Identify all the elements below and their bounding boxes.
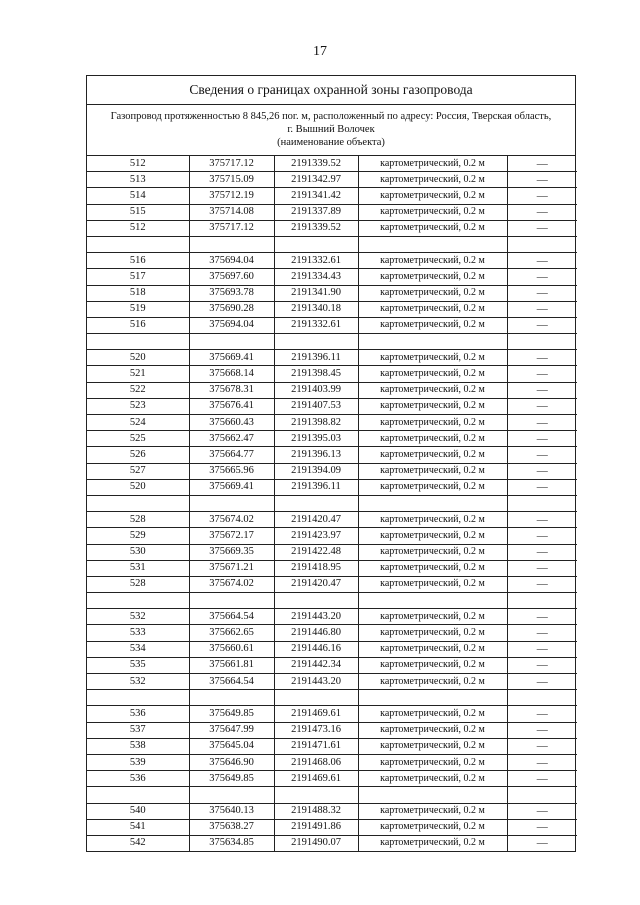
cell-coordinate-y: 2191396.11 (274, 350, 358, 366)
cell-description: — (507, 544, 577, 560)
cell-method-accuracy: картометрический, 0.2 м (358, 253, 507, 269)
cell-description: — (507, 382, 577, 398)
cell-point-number: 516 (87, 253, 189, 269)
cell-point-number: 531 (87, 560, 189, 576)
cell-method-accuracy: картометрический, 0.2 м (358, 657, 507, 673)
table-separator-row (87, 334, 577, 350)
cell-point-number: 512 (87, 220, 189, 236)
cell-point-number: 534 (87, 641, 189, 657)
cell-coordinate-y: 2191341.90 (274, 285, 358, 301)
cell-description: — (507, 317, 577, 333)
cell-coordinate-y: 2191491.86 (274, 819, 358, 835)
cell-method-accuracy (358, 593, 507, 609)
table-separator-row (87, 236, 577, 252)
cell-coordinate-y: 2191442.34 (274, 657, 358, 673)
cell-coordinate-x: 375676.41 (189, 398, 274, 414)
cell-point-number: 536 (87, 771, 189, 787)
cell-coordinate-x: 375669.41 (189, 350, 274, 366)
cell-coordinate-y: 2191337.89 (274, 204, 358, 220)
table-row (87, 641, 577, 657)
cell-description: — (507, 415, 577, 431)
cell-coordinate-x: 375664.77 (189, 447, 274, 463)
cell-method-accuracy: картометрический, 0.2 м (358, 576, 507, 592)
cell-method-accuracy: картометрический, 0.2 м (358, 188, 507, 204)
cell-coordinate-x: 375714.08 (189, 204, 274, 220)
cell-point-number: 532 (87, 674, 189, 690)
cell-point-number: 535 (87, 657, 189, 673)
cell-coordinate-y: 2191471.61 (274, 738, 358, 754)
cell-point-number: 522 (87, 382, 189, 398)
cell-point-number: 542 (87, 835, 189, 851)
cell-description: — (507, 156, 577, 172)
cell-coordinate-y: 2191446.80 (274, 625, 358, 641)
cell-coordinate-x: 375717.12 (189, 220, 274, 236)
cell-point-number: 514 (87, 188, 189, 204)
object-description-line: Газопровод протяженностью 8 845,26 пог. м, расположенный по адресу: Россия, Тверская область, (110, 111, 552, 122)
cell-description: — (507, 188, 577, 204)
cell-point-number: 520 (87, 350, 189, 366)
cell-coordinate-x: 375661.81 (189, 657, 274, 673)
cell-point-number: 518 (87, 285, 189, 301)
cell-coordinate-x: 375690.28 (189, 301, 274, 317)
cell-coordinate-y: 2191422.48 (274, 544, 358, 560)
cell-coordinate-y: 2191398.45 (274, 366, 358, 382)
cell-point-number: 528 (87, 512, 189, 528)
cell-method-accuracy: картометрический, 0.2 м (358, 706, 507, 722)
cell-coordinate-y: 2191339.52 (274, 156, 358, 172)
cell-method-accuracy: картометрический, 0.2 м (358, 722, 507, 738)
cell-coordinate-x: 375662.65 (189, 625, 274, 641)
cell-coordinate-x: 375669.35 (189, 544, 274, 560)
cell-method-accuracy: картометрический, 0.2 м (358, 560, 507, 576)
cell-coordinate-x (189, 334, 274, 350)
cell-point-number (87, 334, 189, 350)
cell-coordinate-y: 2191332.61 (274, 253, 358, 269)
cell-description: — (507, 285, 577, 301)
cell-point-number: 539 (87, 754, 189, 770)
cell-point-number: 528 (87, 576, 189, 592)
cell-coordinate-x: 375694.04 (189, 317, 274, 333)
cell-description: — (507, 366, 577, 382)
cell-coordinate-x (189, 690, 274, 706)
cell-point-number (87, 593, 189, 609)
table-row (87, 463, 577, 479)
cell-coordinate-y: 2191395.03 (274, 431, 358, 447)
cell-coordinate-x: 375715.09 (189, 172, 274, 188)
cell-method-accuracy: картометрический, 0.2 м (358, 269, 507, 285)
cell-coordinate-y: 2191488.32 (274, 803, 358, 819)
cell-coordinate-x: 375672.17 (189, 528, 274, 544)
cell-method-accuracy: картометрический, 0.2 м (358, 641, 507, 657)
cell-point-number: 537 (87, 722, 189, 738)
cell-point-number: 532 (87, 609, 189, 625)
cell-method-accuracy: картометрический, 0.2 м (358, 738, 507, 754)
cell-description (507, 593, 577, 609)
page-number: 17 (313, 44, 327, 59)
cell-method-accuracy: картометрический, 0.2 м (358, 156, 507, 172)
cell-description: — (507, 738, 577, 754)
table-row (87, 819, 577, 835)
cell-coordinate-x: 375649.85 (189, 706, 274, 722)
cell-coordinate-y: 2191396.11 (274, 479, 358, 495)
cell-coordinate-x: 375668.14 (189, 366, 274, 382)
table-separator-row (87, 690, 577, 706)
cell-description: — (507, 269, 577, 285)
cell-coordinate-y: 2191420.47 (274, 512, 358, 528)
cell-coordinate-x: 375640.13 (189, 803, 274, 819)
cell-coordinate-x: 375660.61 (189, 641, 274, 657)
cell-point-number: 536 (87, 706, 189, 722)
table-separator-row (87, 495, 577, 511)
cell-method-accuracy: картометрический, 0.2 м (358, 317, 507, 333)
cell-description: — (507, 803, 577, 819)
cell-description: — (507, 560, 577, 576)
cell-coordinate-x: 375712.19 (189, 188, 274, 204)
cell-coordinate-y: 2191341.42 (274, 188, 358, 204)
cell-coordinate-y: 2191443.20 (274, 674, 358, 690)
cell-point-number (87, 495, 189, 511)
cell-point-number (87, 236, 189, 252)
table-row (87, 609, 577, 625)
cell-description: — (507, 479, 577, 495)
cell-description: — (507, 528, 577, 544)
cell-coordinate-x (189, 236, 274, 252)
cell-method-accuracy (358, 495, 507, 511)
table-row (87, 528, 577, 544)
table-row (87, 431, 577, 447)
cell-description: — (507, 301, 577, 317)
cell-description: — (507, 253, 577, 269)
table-row (87, 366, 577, 382)
table-row (87, 512, 577, 528)
cell-method-accuracy: картометрический, 0.2 м (358, 625, 507, 641)
table-row (87, 220, 577, 236)
cell-method-accuracy: картометрический, 0.2 м (358, 835, 507, 851)
cell-point-number: 516 (87, 317, 189, 333)
cell-coordinate-x: 375645.04 (189, 738, 274, 754)
cell-description (507, 690, 577, 706)
table-row (87, 576, 577, 592)
cell-point-number: 515 (87, 204, 189, 220)
table-row (87, 738, 577, 754)
cell-description: — (507, 706, 577, 722)
cell-coordinate-y (274, 334, 358, 350)
cell-coordinate-x: 375674.02 (189, 512, 274, 528)
cell-description: — (507, 220, 577, 236)
cell-description: — (507, 431, 577, 447)
table-row (87, 803, 577, 819)
cell-method-accuracy (358, 690, 507, 706)
cell-coordinate-y: 2191490.07 (274, 835, 358, 851)
cell-description (507, 787, 577, 803)
table-row (87, 350, 577, 366)
cell-description: — (507, 657, 577, 673)
cell-coordinate-y: 2191342.97 (274, 172, 358, 188)
cell-method-accuracy: картометрический, 0.2 м (358, 366, 507, 382)
cell-coordinate-y (274, 787, 358, 803)
cell-method-accuracy: картометрический, 0.2 м (358, 819, 507, 835)
document-title: Сведения о границах охранной зоны газопровода (87, 76, 575, 105)
cell-point-number: 524 (87, 415, 189, 431)
table-row (87, 657, 577, 673)
cell-coordinate-y: 2191334.43 (274, 269, 358, 285)
table-row (87, 722, 577, 738)
cell-description: — (507, 172, 577, 188)
cell-description: — (507, 512, 577, 528)
cell-coordinate-y (274, 690, 358, 706)
cell-point-number: 513 (87, 172, 189, 188)
cell-point-number: 523 (87, 398, 189, 414)
table-row (87, 625, 577, 641)
cell-coordinate-x: 375669.41 (189, 479, 274, 495)
cell-coordinate-x: 375694.04 (189, 253, 274, 269)
table-row (87, 382, 577, 398)
cell-coordinate-y: 2191332.61 (274, 317, 358, 333)
cell-coordinate-x (189, 593, 274, 609)
table-row (87, 544, 577, 560)
object-name-caption: (наименование объекта) (277, 137, 385, 148)
cell-description: — (507, 447, 577, 463)
cell-coordinate-x: 375660.43 (189, 415, 274, 431)
table-row (87, 560, 577, 576)
cell-description: — (507, 463, 577, 479)
cell-method-accuracy: картометрический, 0.2 м (358, 674, 507, 690)
cell-description: — (507, 674, 577, 690)
cell-method-accuracy: картометрический, 0.2 м (358, 220, 507, 236)
cell-method-accuracy: картометрический, 0.2 м (358, 544, 507, 560)
cell-coordinate-y (274, 495, 358, 511)
cell-method-accuracy (358, 236, 507, 252)
object-description (87, 105, 575, 156)
table-row (87, 835, 577, 851)
cell-point-number: 530 (87, 544, 189, 560)
cell-description: — (507, 204, 577, 220)
table-row (87, 301, 577, 317)
cell-coordinate-y: 2191423.97 (274, 528, 358, 544)
cell-coordinate-y: 2191407.53 (274, 398, 358, 414)
cell-coordinate-x (189, 495, 274, 511)
cell-coordinate-y: 2191443.20 (274, 609, 358, 625)
cell-method-accuracy: картометрический, 0.2 м (358, 398, 507, 414)
cell-point-number: 527 (87, 463, 189, 479)
cell-coordinate-x: 375649.85 (189, 771, 274, 787)
coordinates-table (87, 156, 577, 851)
table-row (87, 398, 577, 414)
cell-description: — (507, 576, 577, 592)
cell-method-accuracy: картометрический, 0.2 м (358, 431, 507, 447)
cell-coordinate-y: 2191418.95 (274, 560, 358, 576)
table-row (87, 771, 577, 787)
cell-method-accuracy: картометрический, 0.2 м (358, 301, 507, 317)
cell-coordinate-y: 2191469.61 (274, 771, 358, 787)
table-row (87, 269, 577, 285)
cell-point-number: 540 (87, 803, 189, 819)
table-row (87, 479, 577, 495)
cell-description: — (507, 722, 577, 738)
cell-point-number (87, 690, 189, 706)
table-separator-row (87, 593, 577, 609)
cell-coordinate-x: 375647.99 (189, 722, 274, 738)
cell-coordinate-y: 2191446.16 (274, 641, 358, 657)
cell-description: — (507, 641, 577, 657)
cell-coordinate-x: 375674.02 (189, 576, 274, 592)
cell-method-accuracy (358, 787, 507, 803)
table-row (87, 415, 577, 431)
cell-point-number: 519 (87, 301, 189, 317)
cell-method-accuracy: картометрический, 0.2 м (358, 350, 507, 366)
cell-point-number: 533 (87, 625, 189, 641)
cell-coordinate-x: 375664.54 (189, 674, 274, 690)
cell-coordinate-y: 2191473.16 (274, 722, 358, 738)
cell-coordinate-x: 375662.47 (189, 431, 274, 447)
cell-method-accuracy: картометрический, 0.2 м (358, 447, 507, 463)
cell-point-number: 512 (87, 156, 189, 172)
cell-coordinate-x: 375664.54 (189, 609, 274, 625)
cell-coordinate-y: 2191403.99 (274, 382, 358, 398)
cell-point-number: 520 (87, 479, 189, 495)
cell-method-accuracy: картометрический, 0.2 м (358, 479, 507, 495)
cell-method-accuracy (358, 334, 507, 350)
table-row (87, 706, 577, 722)
cell-coordinate-y: 2191394.09 (274, 463, 358, 479)
boundary-document (86, 75, 576, 852)
table-separator-row (87, 787, 577, 803)
cell-method-accuracy: картометрический, 0.2 м (358, 204, 507, 220)
cell-description (507, 236, 577, 252)
cell-coordinate-y: 2191468.06 (274, 754, 358, 770)
table-row (87, 188, 577, 204)
table-row (87, 674, 577, 690)
cell-coordinate-x: 375665.96 (189, 463, 274, 479)
cell-coordinate-y: 2191340.18 (274, 301, 358, 317)
cell-method-accuracy: картометрический, 0.2 м (358, 172, 507, 188)
cell-coordinate-y: 2191420.47 (274, 576, 358, 592)
table-row (87, 754, 577, 770)
cell-point-number: 521 (87, 366, 189, 382)
cell-point-number: 517 (87, 269, 189, 285)
cell-method-accuracy: картометрический, 0.2 м (358, 415, 507, 431)
cell-point-number: 525 (87, 431, 189, 447)
cell-coordinate-x (189, 787, 274, 803)
cell-coordinate-y (274, 593, 358, 609)
cell-description: — (507, 398, 577, 414)
table-row (87, 317, 577, 333)
cell-coordinate-y: 2191398.82 (274, 415, 358, 431)
cell-coordinate-x: 375634.85 (189, 835, 274, 851)
cell-method-accuracy: картометрический, 0.2 м (358, 528, 507, 544)
cell-method-accuracy: картометрический, 0.2 м (358, 463, 507, 479)
cell-coordinate-x: 375646.90 (189, 754, 274, 770)
cell-coordinate-x: 375717.12 (189, 156, 274, 172)
cell-description: — (507, 625, 577, 641)
cell-method-accuracy: картометрический, 0.2 м (358, 803, 507, 819)
cell-description: — (507, 350, 577, 366)
cell-coordinate-x: 375697.60 (189, 269, 274, 285)
cell-point-number: 541 (87, 819, 189, 835)
cell-method-accuracy: картометрический, 0.2 м (358, 382, 507, 398)
cell-description (507, 334, 577, 350)
cell-coordinate-x: 375678.31 (189, 382, 274, 398)
table-row (87, 253, 577, 269)
table-row (87, 447, 577, 463)
cell-method-accuracy: картометрический, 0.2 м (358, 285, 507, 301)
cell-coordinate-x: 375638.27 (189, 819, 274, 835)
cell-method-accuracy: картометрический, 0.2 м (358, 512, 507, 528)
cell-coordinate-y: 2191339.52 (274, 220, 358, 236)
cell-point-number: 538 (87, 738, 189, 754)
cell-description (507, 495, 577, 511)
cell-description: — (507, 819, 577, 835)
cell-description: — (507, 835, 577, 851)
cell-coordinate-x: 375693.78 (189, 285, 274, 301)
cell-description: — (507, 754, 577, 770)
cell-point-number: 526 (87, 447, 189, 463)
cell-point-number: 529 (87, 528, 189, 544)
table-row (87, 172, 577, 188)
cell-description: — (507, 771, 577, 787)
cell-method-accuracy: картометрический, 0.2 м (358, 609, 507, 625)
table-row (87, 285, 577, 301)
cell-description: — (507, 609, 577, 625)
cell-coordinate-y: 2191396.13 (274, 447, 358, 463)
table-row (87, 204, 577, 220)
cell-coordinate-y: 2191469.61 (274, 706, 358, 722)
cell-point-number (87, 787, 189, 803)
object-description-line: г. Вышний Волочек (287, 124, 375, 135)
cell-method-accuracy: картометрический, 0.2 м (358, 754, 507, 770)
cell-method-accuracy: картометрический, 0.2 м (358, 771, 507, 787)
cell-coordinate-x: 375671.21 (189, 560, 274, 576)
cell-coordinate-y (274, 236, 358, 252)
table-row (87, 156, 577, 172)
